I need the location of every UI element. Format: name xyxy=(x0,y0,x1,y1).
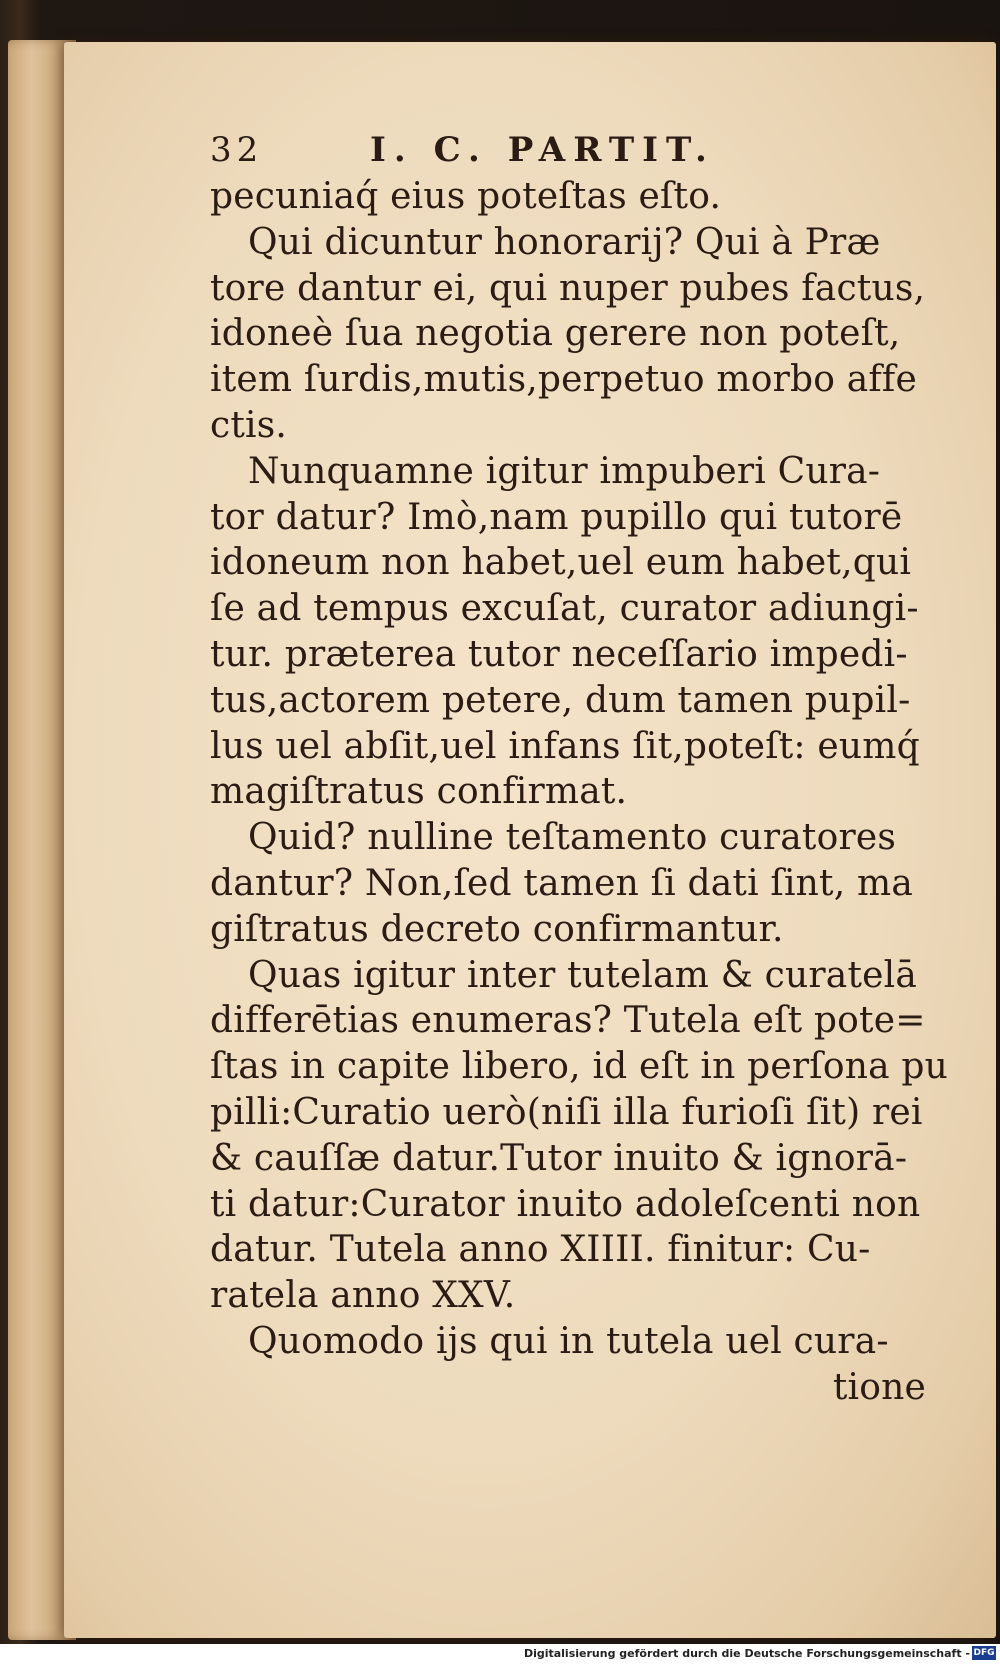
text-lines xyxy=(210,174,949,1411)
text-line: item ſurdis,mutis,perpetuo morbo affe xyxy=(210,359,917,401)
running-head: I. C. PARTIT. xyxy=(370,130,715,170)
text-line: pecuniaq́ eius poteſtas eſto. xyxy=(210,176,722,217)
text-line: Quid? nulline teſtamento curatores xyxy=(248,817,897,859)
text-line: ctis. xyxy=(210,404,288,446)
text-line: Quomodo ijs qui in tutela uel cura- xyxy=(248,1320,889,1362)
text-line: & cauſſæ datur.Tutor inuito & ignorā- xyxy=(210,1137,908,1179)
text-line: tione xyxy=(832,1366,926,1408)
text-line: lus uel abſit,uel infans ſit,poteſt: eumq́ xyxy=(210,725,920,767)
text-line: magiſtratus confirmat. xyxy=(210,771,628,813)
text-line: idoneè ſua negotia gerere non poteſt, xyxy=(210,313,901,355)
text-line: Quas igitur inter tutelam & curatelā xyxy=(248,954,918,996)
page-number: 32 xyxy=(210,130,264,170)
text-line: tus,actorem petere, dum tamen pupil- xyxy=(210,679,911,721)
text-line: Qui dicuntur honorarij? Qui à Præ xyxy=(248,221,881,263)
text-line: dantur? Non,ſed tamen ſi dati ſint, ma xyxy=(210,862,914,904)
text-line: ti datur:Curator inuito adoleſcenti non xyxy=(210,1183,921,1225)
text-line: tur. præterea tutor neceſſario impedi- xyxy=(210,633,908,675)
digitization-credit: Digitalisierung gefördert durch die Deutsche Forschungsgemeinschaft - xyxy=(523,1647,970,1660)
text-line: ſtas in capite libero, id eſt in perſona pu xyxy=(210,1046,949,1088)
text-line: idoneum non habet,uel eum habet,qui xyxy=(210,542,912,584)
dfg-logo: DFG xyxy=(973,1648,995,1658)
text-line: pilli:Curatio uerò(niſi illa furioſi ſit) rei xyxy=(210,1091,923,1133)
text-line: ratela anno XXV. xyxy=(210,1275,516,1317)
text-line: Nunquamne igitur impuberi Cura- xyxy=(248,450,881,492)
text-line: differētias enumeras? Tutela eſt pote= xyxy=(210,1000,926,1042)
page-header xyxy=(210,130,930,174)
text-line: ſe ad tempus excuſat, curator adiungi- xyxy=(210,588,919,630)
text-line: datur. Tutela anno XIIII. finitur: Cu- xyxy=(210,1229,871,1271)
text-line: giſtratus decreto confirmantur. xyxy=(210,908,784,950)
text-line: tore dantur ei, qui nuper pubes factus, xyxy=(210,267,926,309)
page-text-block xyxy=(210,130,949,1411)
text-line: tor datur? Imò,nam pupillo qui tutorē xyxy=(210,496,903,538)
